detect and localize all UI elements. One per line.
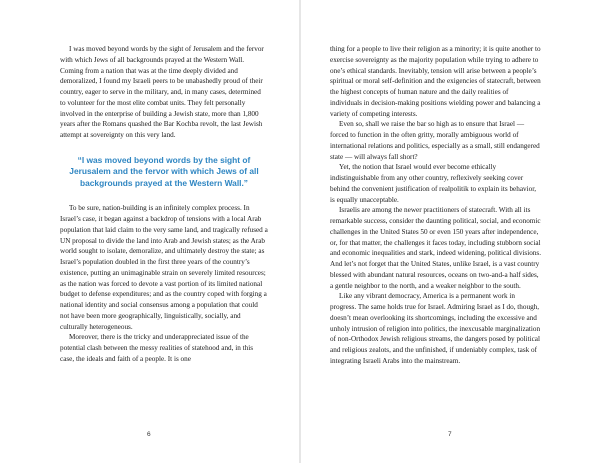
body-paragraph: I was moved beyond words by the sight of Jerusalem and the fervor with which Jews of all backgrounds prayed at the Western Wall. Coming from a nation that was at the time deeply divided and demoralized, I found my Israeli peers to be unabashedly proud of their country, eager to serve in the military, and, in many cases, determined to volunteer for the most elite combat units. They felt personally involved in the enterprise of building a Jewish state, more than 1,800 years after the Romans quashed the Bar Kochba revolt, the last Jewish attempt at sovereignty on this very land. bbox=[60, 45, 264, 139]
page-number-right: 7 bbox=[448, 431, 452, 438]
body-paragraph: Yet, the notion that Israel would ever become ethically indistinguishable from any other country, reflexively seeking cover behind the convenient justification of realpolitik to explain its behavior, is equally unacceptable. bbox=[330, 163, 537, 204]
left-page bbox=[60, 44, 268, 365]
page-number-left: 6 bbox=[147, 431, 151, 438]
body-paragraph: Israelis are among the newer practitioners of statecraft. With all its remarkable success, consider the daunting political, social, and economic challenges in the United States 50 or even 150 years after independence, or, for that matter, the challenges it faces today, including stubborn social and economic inequalities and stark, indeed widening, political divisions. And let’s not forget that the United States, unlike Israel, is a vast country blessed with abundant natural resources, oceans on two-and-a half sides, a gentle neighbor to the north, and a weaker neighbor to the south. bbox=[330, 206, 541, 290]
body-paragraph: thing for a people to live their religion as a minority; it is quite another to exercise sovereignty as the majority population while trying to adhere to one’s ethical standards. Inevitably, tension will arise between a people’s spiritual or moral self-definition and the exigencies of statecraft, between the highest concepts of human nature and the daily realities of individuals in decision-making positions wielding power and balancing a variety of competing interests. bbox=[330, 45, 541, 118]
body-paragraph: Moreover, there is the tricky and underappreciated issue of the potential clash between the messy realities of statehood and, in this case, the ideals and faith of a people. It is one bbox=[60, 333, 254, 363]
body-paragraph: To be sure, nation-building is an infinitely complex process. In Israel’s case, it began against a backdrop of tensions with a local Arab population that laid claim to the very same land, and tragically refused a UN proposal to divide the land into Arab and Jewish states; as the Arab world sought to isolate, demoralize, and ultimately destroy the state; as Israel’s population doubled in the first three years of the country’s existence, putting an unimaginable strain on severely limited resources; as the nation was forced to devote a vast portion of its limited national budget to defense expenditures; and as the country coped with forging a national identity and social consensus among a population that could not have been more geographically, linguistically, socially, and culturally heterogeneous. bbox=[60, 204, 268, 331]
pull-quote: “I was moved beyond words by the sight of Jerusalem and the fervor with which Jews of all backgrounds prayed at the Western Wall.” bbox=[69, 154, 259, 188]
body-paragraph: Like any vibrant democracy, America is a permanent work in progress. The same holds true for Israel. Admiring Israel as I do, though, doesn’t mean overlooking its shortcomings, including the excessive and unholy intrusion of religion into politics, the inexcusable marginalization of non-Orthodox Jewish religious streams, the dangers posed by political and religious zealots, and the unfinished, if undeniably complex, task of integrating Israeli Arabs into the mainstream. bbox=[330, 292, 541, 365]
page-gutter bbox=[299, 0, 301, 463]
body-paragraph: Even so, shall we raise the bar so high as to ensure that Israel — forced to function in the often gritty, morally ambiguous world of international relations and politics, especially as a small, still endangered state — will always fall short? bbox=[330, 120, 540, 161]
right-page bbox=[330, 44, 542, 367]
